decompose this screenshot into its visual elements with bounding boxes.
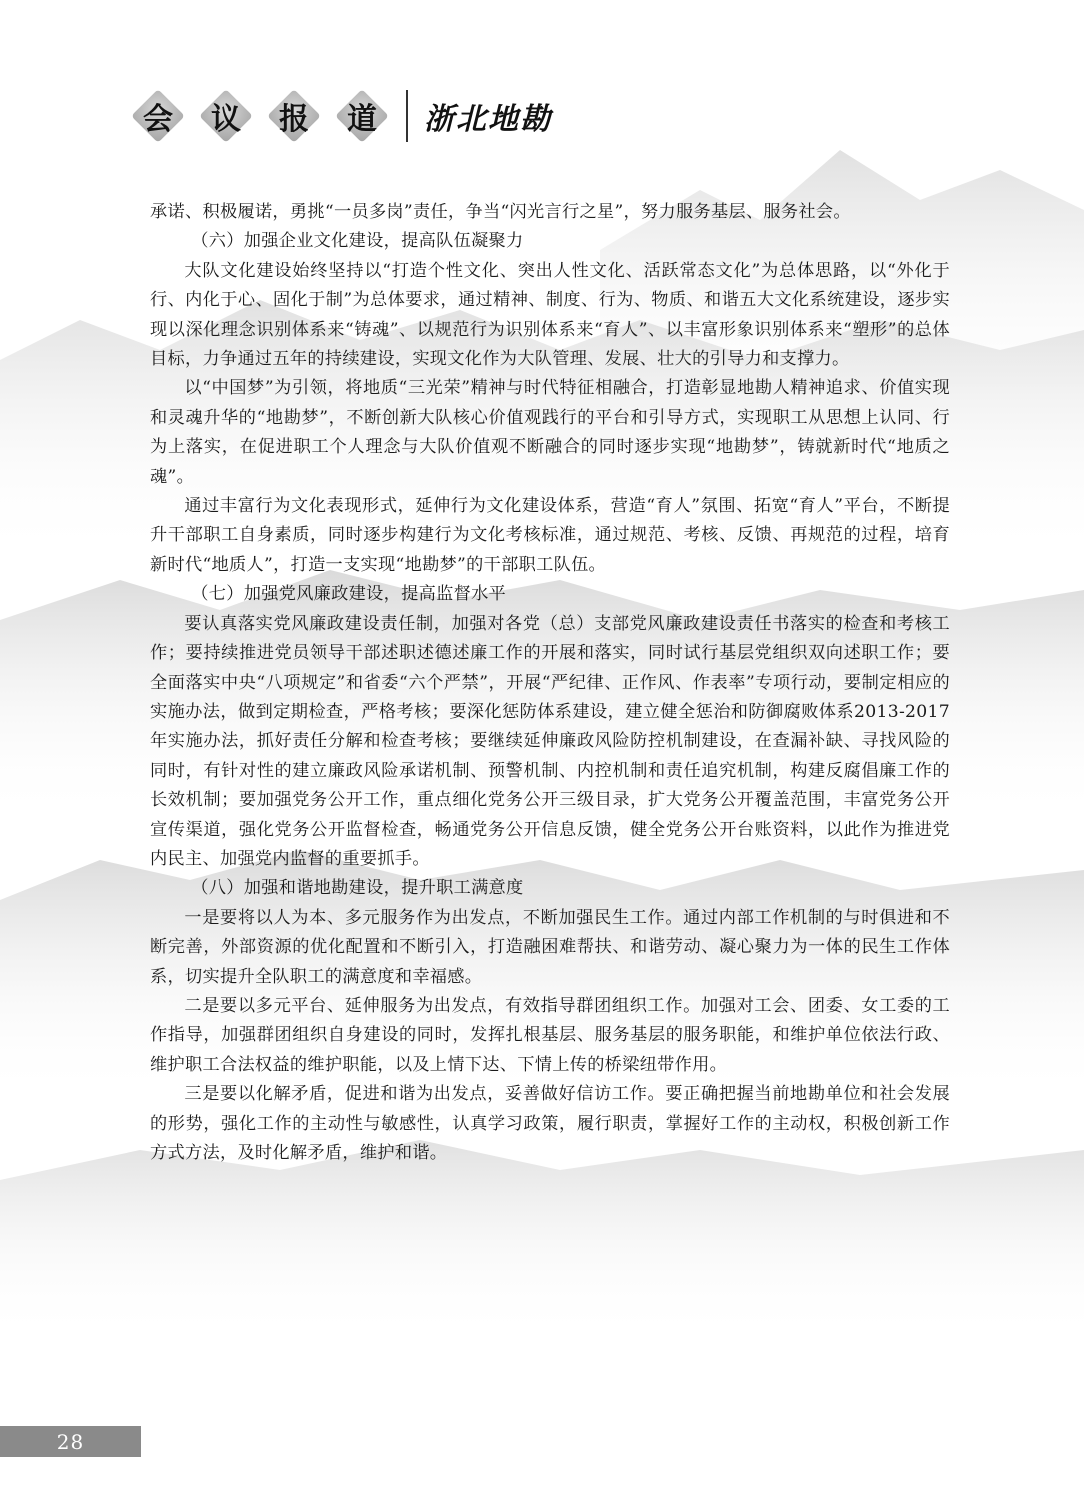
header-section-char: 道 (347, 102, 377, 137)
paragraph: 一是要将以人为本、多元服务作为出发点，不断加强民生工作。通过内部工作机制的与时俱进和不断完善，外部资源的优化配置和不断引入，打造融困难帮扶、和谐劳动、凝心聚力为一体的民生工作体系，切实提升全队职工的满意度和幸福感。 (150, 907, 950, 987)
paragraph: 承诺、积极履诺，勇挑“一员多岗”责任，争当“闪光言行之星”，努力服务基层、服务社会。 (150, 202, 851, 222)
header-char-3 (264, 86, 324, 146)
header-section-char: 会 (143, 102, 173, 137)
article-body (150, 198, 950, 1168)
paragraph: 二是要以多元平台、延伸服务为出发点，有效指导群团组织工作。加强对工会、团委、女工委的工作指导，加强群团组织自身建设的同时，发挥扎根基层、服务基层的服务职能，和维护单位依法行政、维护职工合法权益的维护职能，以及上情下达、下情上传的桥梁纽带作用。 (150, 995, 950, 1075)
section-heading: （六）加强企业文化建设，提高队伍凝聚力 (191, 231, 524, 252)
header-char-2 (196, 86, 256, 146)
header-divider (406, 90, 408, 142)
page-number: 28 (56, 1429, 85, 1454)
page-header (128, 86, 552, 146)
header-section-char: 报 (279, 102, 309, 137)
header-section-char: 议 (211, 102, 241, 137)
magazine-brand: 浙北地勘 (424, 102, 552, 137)
section-heading: （七）加强党风廉政建设，提高监督水平 (191, 584, 507, 605)
header-char-4 (332, 86, 392, 146)
paragraph: 三是要以化解矛盾，促进和谐为出发点，妥善做好信访工作。要正确把握当前地勘单位和社会发展的形势，强化工作的主动性与敏感性，认真学习政策，履行职责，掌握好工作的主动权，积极创新工作方式方法，及时化解矛盾，维护和谐。 (150, 1084, 950, 1163)
paragraph: 要认真落实党风廉政建设责任制，加强对各党（总）支部党风廉政建设责任书落实的检查和考核工作；要持续推进党员领导干部述职述德述廉工作的开展和落实，同时试行基层党组织双向述职工作；要全面落实中央“八项规定”和省委“六个严禁”，开展“严纪律、正作风、作表率”专项行动，要制定相应的实施办法，做到定期检查，严格考核；要深化惩防体系建设，建立健全惩治和防御腐败体系2013-2017年实施办法，抓好责任分解和检查考核；要继续延伸廉政风险防控机制建设，在查漏补缺、寻找风险的同时，有针对性的建立廉政风险承诺机制、预警机制、内控机制和责任追究机制，构建反腐倡廉工作的长效机制；要加强党务公开工作，重点细化党务公开三级目录，扩大党务公开覆盖范围，丰富党务公开宣传渠道，强化党务公开监督检查，畅通党务公开信息反馈，健全党务公开台账资料，以此作为推进党内民主、加强党内监督的重要抓手。 (150, 613, 950, 869)
header-char-1 (128, 86, 188, 146)
section-heading: （八）加强和谐地勘建设，提升职工满意度 (191, 878, 524, 899)
paragraph: 通过丰富行为文化表现形式，延伸行为文化建设体系，营造“育人”氛围、拓宽“育人”平台，不断提升干部职工自身素质，同时逐步构建行为文化考核标准，通过规范、考核、反馈、再规范的过程，培育新时代“地质人”，打造一支实现“地勘梦”的干部职工队伍。 (150, 496, 950, 575)
paragraph: 以“中国梦”为引领，将地质“三光荣”精神与时代特征相融合，打造彰显地勘人精神追求、价值实现和灵魂升华的“地勘梦”，不断创新大队核心价值观践行的平台和引导方式，实现职工从思想上认同、行为上落实，在促进职工个人理念与大队价值观不断融合的同时逐步实现“地勘梦”，铸就新时代“地质之魂”。 (150, 378, 950, 487)
paragraph: 大队文化建设始终坚持以“打造个性文化、突出人性文化、活跃常态文化”为总体思路，以“外化于行、内化于心、固化于制”为总体要求，通过精神、制度、行为、物质、和谐五大文化系统建设，逐步实现以深化理念识别体系来“铸魂”、以规范行为识别体系来“育人”、以丰富形象识别体系来“塑形”的总体目标，力争通过五年的持续建设，实现文化作为大队管理、发展、壮大的引导力和支撑力。 (150, 260, 950, 370)
page-number-tab (0, 1426, 141, 1457)
